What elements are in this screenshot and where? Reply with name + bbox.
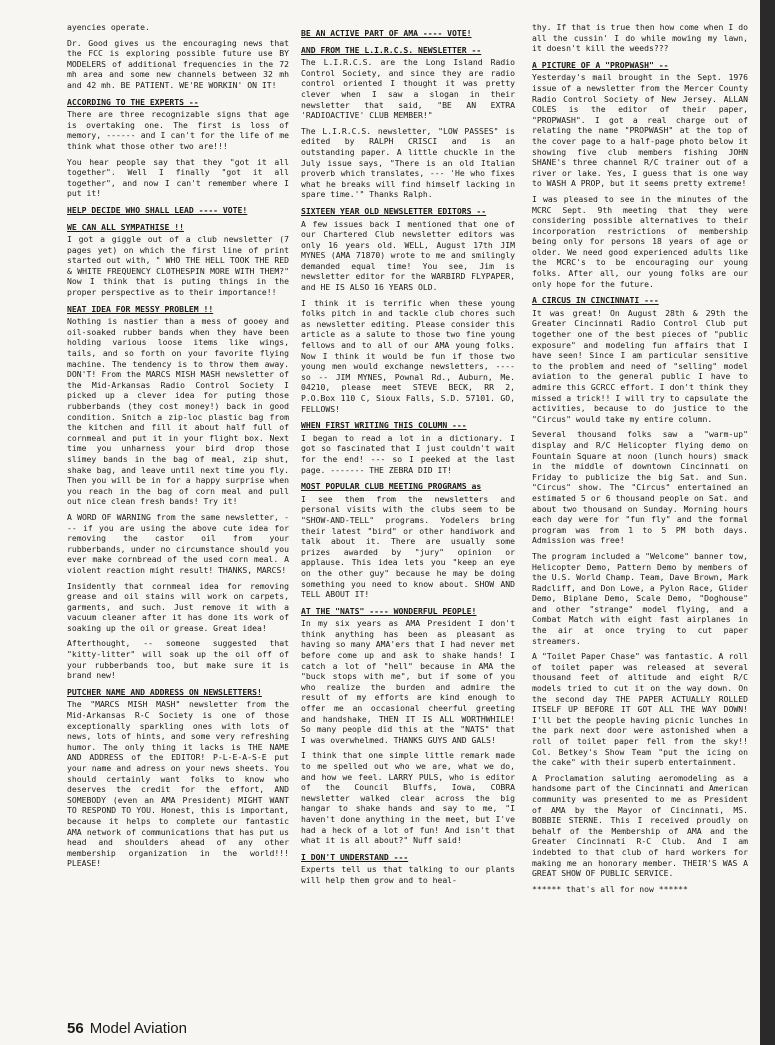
column-middle xyxy=(301,22,515,1032)
section-heading: PUTCHER NAME AND ADDRESS ON NEWSLETTERS! xyxy=(67,686,262,697)
paragraph: I think it is terrific when these young folks pitch in and tackle club chores such as newsletter editing. Please consider this article as a salute to those two fine young fellows and to all of our AMA young folks. Now I think it would be fun if those two young men would exchange newsletters, ---- so -- JIM MYNES, Pownal Rd., Auburn, Me. 04210, please meet STEVE BECK, RR 2, P.O.Box 110 C, Sioux Falls, S.D. 57101. GO, FELLOWS! xyxy=(301,297,515,414)
paragraph: I got a giggle out of a club newsletter (7 pages yet) on which the first line of print started out with, " WHO THE HELL TOOK THE RED & WHITE FREQUENCY CLOTHESPIN MORE WITH THEM?" Now I think that is puting things in the proper perspective as to their importance!! xyxy=(67,234,289,298)
section-heading: HELP DECIDE WHO SHALL LEAD ---- VOTE! xyxy=(67,204,248,215)
section-heading: WHEN FIRST WRITING THIS COLUMN --- xyxy=(301,420,467,431)
paragraph: I was pleased to see in the minutes of the MCRC Sept. 9th meeting that they were considering possible alternatives to their incorporation restrictions of membership being only for persons 18 years of age or older. We need good experienced adults like the MCRC's to be encouraging our young folks. After all, our young folks are our only hope for the future. xyxy=(532,193,748,289)
paragraph: Experts tell us that talking to our plants will help them grow and to heal- xyxy=(301,864,515,885)
paragraph: You hear people say that they "got it all together". Well I finally "got it all together", and now I can't remember where I put it! xyxy=(67,156,289,199)
paragraph: The program included a "Welcome" banner tow, Helicopter Demo, Pattern Demo by members of the U.S. World Champ. Team, Dave Brown, Mark Radcliff, and Don Lowe, a Pylon Race, Glider Demo, Biplane Demo, Scale Demo, "Doghouse" and other "strange" model flying, and a Combat Match with eight fast airplanes in the air at once trying to cut paper streamers. xyxy=(532,550,748,646)
section-heading: A PICTURE OF A "PROPWASH" -- xyxy=(532,59,669,70)
paragraph: It was great! On August 28th & 29th the Greater Cincinnati Radio Control Club put together one of the best pieces of "public exposure" and modeling fun affairs that I have seen! Since I am particular sensitive to the problem and need of "selling" model aviation to the general public I have to admire this GCRCC effort. I don't think they missed a trick!! I will try to capsulate the activities, because to do justice to the "Circus" would take my entire column. xyxy=(532,307,748,424)
section-heading: MOST POPULAR CLUB MEETING PROGRAMS as xyxy=(301,481,482,492)
paragraph: ****** that's all for now ****** xyxy=(532,883,688,894)
section-heading: BE AN ACTIVE PART OF AMA ---- VOTE! xyxy=(301,28,472,38)
section-heading: SIXTEEN YEAR OLD NEWSLETTER EDITORS -- xyxy=(301,205,487,216)
page-number: 56 xyxy=(67,1020,84,1037)
paragraph: In my six years as AMA President I don't think anything has been as pleasant as having so many AMA'ers that I had never met before come up and ask to shake hands! I catch a lot of "hell" because in AMA the "buck stops with me", but if some of you who realize the burden and admire the result of my efforts are kind enough to offer me an occasional cheerful greeting and handshake, THEN IT IS ALL WORTHWHILE! So many people did this at the "NATS" that I was overwhelmed. THANKS GUYS AND GALS! xyxy=(301,618,515,745)
paragraph: The L.I.R.C.S. newsletter, "LOW PASSES" is edited by RALPH CRISCI and is an outstanding paper. A little chuckle in the July issue says, "There is an old Italian proverb which translates, --- 'He who fixes what he breaks will find himself lacking in spare time.'" Thanks Ralph. xyxy=(301,125,515,200)
paragraph: I began to read a lot in a dictionary. I got so fascinated that I just couldn't wait for the end! --- so I peeked at the last page. ------- THE ZEBRA DID IT! xyxy=(301,432,515,475)
column-left xyxy=(67,22,289,1032)
paragraph: The "MARCS MISH MASH" newsletter from the Mid-Arkansas R-C Society is one of those exceptionally sparkling ones with lots of news, lots of hints, and some very refreshing humor. The only thing it lacks is THE NAME AND ADDRESS of the EDITOR! P-L-E-A-S-E put your name and adress on your news sheets. You should certainly want folks to know who deserves the credit for the effort, AND SOMEBODY (even an AMA President) MIGHT WANT TO RESPOND TO YOU. Honest, this is important, because it helps to complete our fantastic AMA network of communications that has put us head and shoulders ahead of any other membership organization in the world!!! PLEASE! xyxy=(67,699,289,869)
section-heading: A CIRCUS IN CINCINNATI --- xyxy=(532,295,659,306)
paragraph: There are three recognizable signs that age is overtaking one. The first is loss of memory, ------ and I can't for the life of me think what those other two are!!! xyxy=(67,109,289,151)
paragraph: Nothing is nastier than a mess of gooey and oil-soaked rubber bands when they have been holding various loose items like wings, tails, and so forth on your favorite flying machine. The tendency is to throw them away. DON'T! From the MARCS MISH MASH newsletter of the Mid-Arkansas Radio Control Society I picked up a clever idea for puting those rubberbands (they cost money!) back in good condition. Snitch a zip-loc plastic bag from the kitchen and fill it about half full of cornmeal and put it in your flight box. Next time you unharness your bird drop those slimey bands in the bag of meal, zip shut, shake bag, and leave until next time you fly. Then you will be in for a happy surprise when you reach in the bag of corn meal and pull out nice clean fresh bands! Try it! xyxy=(67,316,289,507)
page-edge-shadow xyxy=(760,0,775,1045)
paragraph: Several thousand folks saw a "warm-up" display and R/C Helicopter flying demo on Fountain Square at noon (lunch hours) smack in the middle of downtown Cincinnati on Friday to publicize the big Sat. and Sun. "Circus" show. The "Circus" entertained an estimated 5 or 6 thousand people on Sat. and about two thousand on Sunday. Morning hours each day were for "fun fly" and the formal program was from 1 to 5 PM both days. Admission was free! xyxy=(532,429,748,546)
section-heading: AND FROM THE L.I.R.C.S. NEWSLETTER -- xyxy=(301,44,482,55)
paragraph: Insidently that cornmeal idea for removing grease and oil stains will work on carpets, garments, and such. Just remove it with a vacuum cleaner after it has done its work of soaking up the oil or grease. Great idea! xyxy=(67,580,289,633)
section-heading: WE CAN ALL SYMPATHISE !! xyxy=(67,221,184,232)
publication-name: Model Aviation xyxy=(89,1020,187,1037)
section-heading: NEAT IDEA FOR MESSY PROBLEM !! xyxy=(67,303,214,314)
section-heading: AT THE "NATS" ---- WONDERFUL PEOPLE! xyxy=(301,605,477,616)
page-footer xyxy=(67,1020,187,1037)
paragraph: The L.I.R.C.S. are the Long Island Radio Control Society, and since they are radio control oriented I thought it was pretty clever when I saw a slogan in their newsletter that said, "BE AN EXTRA 'RADIOACTIVE' CLUB MEMBER!" xyxy=(301,57,515,121)
paragraph: A Proclamation saluting aeromodeling as a handsome part of the Cincinnati and American community was presented to me as President of AMA by the Mayor of Cincinnati, MS. BOBBIE STERNE. This I received proudly on behalf of the Membership of AMA and the Greater Cincinnati R-C Club. And I am indebted to that club of hard workers for making me an honorary member. THEIR'S WAS A GREAT SHOW OF PUBLIC SERVICE. xyxy=(532,772,748,879)
section-heading: I DON'T UNDERSTAND --- xyxy=(301,851,409,862)
paragraph: A few issues back I mentioned that one of our Chartered Club newsletter editors was only 16 years old. WELL, August 17th JIM MYNES (AMA 71870) wrote to me and smilingly demanded equal time! You see, Jim is newsletter editor for the WARBIRD FLYPAPER, and HE IS ALSO 16 YEARS OLD. xyxy=(301,218,515,293)
paragraph: I think that one simple little remark made to me spelled out who we are, what we do, and how we feel. LARRY PULS, who is editor of the Council Bluffs, Iowa, COBRA newsletter walked clear across the big hangar to shake hands and say to me, "I haven't done anything in the meet, but I've had a heck of a lot of fun! And isn't that what it is all about?" Nuff said! xyxy=(301,750,515,846)
paragraph: A "Toilet Paper Chase" was fantastic. A roll of toilet paper was released at several thousand feet of altitude and eight R/C models tried to cut it on the way down. On the second day THE PAPER ACTUALLY ROLLED ITSELF UP BEFORE IT GOT ALL THE WAY DOWN! I'll bet the people having picnic lunches in the park next door were astonished when a roll of toilet paper fell from the sky!! Col. Betkey's Show Team "put the icing on the cake" with their superb entertainment. xyxy=(532,651,748,768)
paragraph: I see them from the newsletters and personal visits with the clubs seem to be "SHOW-AND-TELL" programs. Yodelers bring their latest "bird" or other handiwork and talk about it. There are usually some prizes awarded by "jury" opinion or applause. This idea lets you "keep an eye on the other guy" because he may be doing something you need to know about. SHOW AND TELL ABOUT IT! xyxy=(301,493,515,600)
paragraph: Afterthought, -- someone suggested that "kitty-litter" will soak up the oil off of your rubberbands too, but make sure it is brand new! xyxy=(67,638,289,681)
paragraph: Dr. Good gives us the encouraging news that the FCC is exploring possible future use BY MODELERS of additional frequencies in the 72 mh area and some new channels between 32 mh and 42 mh. BE PATIENT. WE'RE WORKIN' ON IT! xyxy=(67,37,289,90)
paragraph: thy. If that is true then how come when I do all the cussin' I do while mowing my lawn, it doesn't kill the weeds??? xyxy=(532,22,748,54)
paragraph: Yesterday's mail brought in the Sept. 1976 issue of a newsletter from the Mercer County Radio Control Society of New Jersey. ALLAN COLES is the editor of their paper, "PROPWASH". I got a real charge out of relating the name "PROPWASH" at the top of the cover page to a half-page photo below it showing five club members fishing JOHN SHANE's three channel R/C trainer out of a river or lake. Yes, I guess that is one way to WASH A PROP, but it seems pretty extreme! xyxy=(532,72,748,189)
paragraph: ayencies operate. xyxy=(67,22,150,32)
section-heading: ACCORDING TO THE EXPERTS -- xyxy=(67,96,199,107)
column-right xyxy=(532,22,748,1032)
paragraph: A WORD OF WARNING from the same newsletter, --- if you are using the above cute idea for removing the castor oil from your rubberbands, under no circumstance should you ever make cornbread of the used corn meal. A violent reaction might result! THANKS, MARCS! xyxy=(67,511,289,575)
